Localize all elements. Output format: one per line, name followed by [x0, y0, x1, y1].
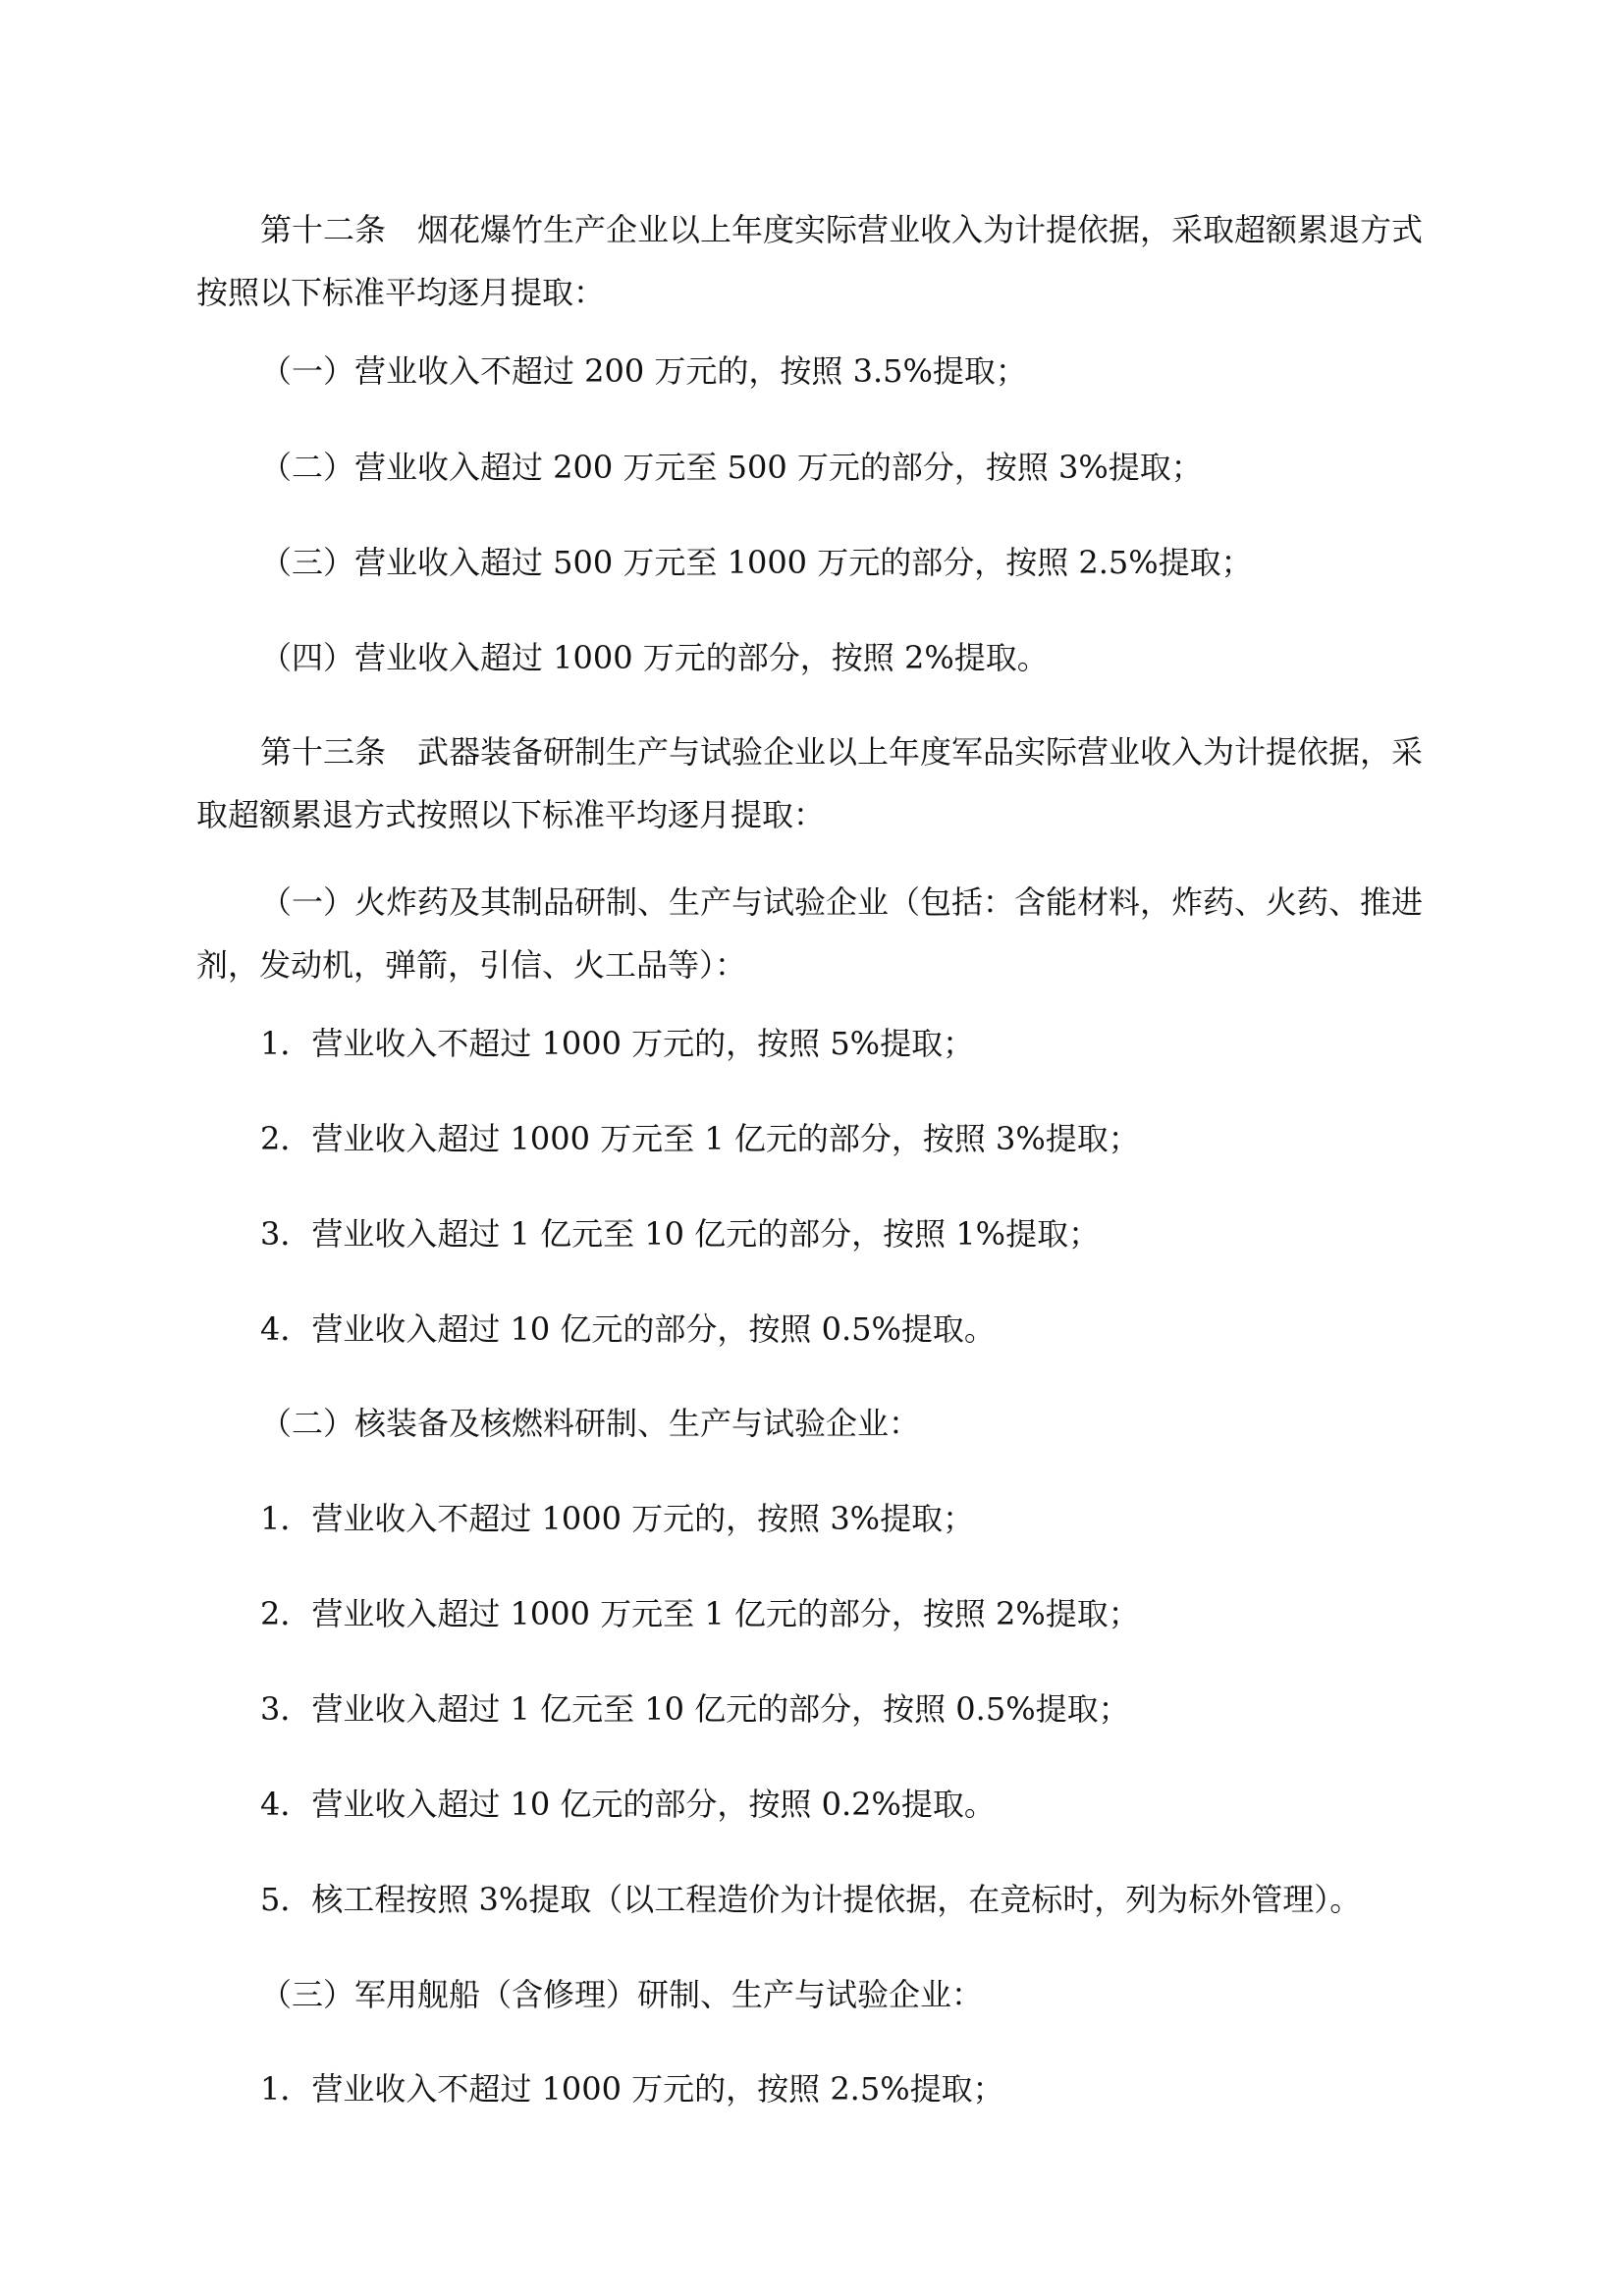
article-13-body: 武器装备研制生产与试验企业以上年度军品实际营业收入为计提依据，采取超额累退方式按照以下标准平均逐月提取：	[196, 733, 1424, 833]
article-12-heading: 第十二条	[260, 211, 387, 248]
article-13-section-3-title: （三）军用舰船（含修理）研制、生产与试验企业：	[260, 1976, 984, 2013]
article-12-item-4: （四）营业收入超过 1000 万元的部分，按照 2%提取。	[260, 639, 1049, 676]
section-1-item-3: 3．营业收入超过 1 亿元至 10 亿元的部分，按照 1%提取；	[260, 1215, 1101, 1253]
section-2-item-1: 1．营业收入不超过 1000 万元的，按照 3%提取；	[260, 1500, 975, 1537]
article-12-item-2: （二）营业收入超过 200 万元至 500 万元的部分，按照 3%提取；	[260, 449, 1203, 486]
section-2-item-2: 2．营业收入超过 1000 万元至 1 亿元的部分，按照 2%提取；	[260, 1595, 1140, 1632]
section-1-item-4: 4．营业收入超过 10 亿元的部分，按照 0.5%提取。	[260, 1310, 996, 1348]
section-3-item-1: 1．营业收入不超过 1000 万元的，按照 2.5%提取；	[260, 2070, 1004, 2108]
article-13-section-2-title: （二）核装备及核燃料研制、生产与试验企业：	[260, 1405, 921, 1442]
section-1-item-2: 2．营业收入超过 1000 万元至 1 亿元的部分，按照 3%提取；	[260, 1120, 1140, 1157]
article-13-section-1-title: （一）火炸药及其制品研制、生产与试验企业（包括：含能材料，炸药、火药、推进剂，发动机，弹箭，引信、火工品等）：	[196, 883, 1424, 984]
section-2-item-5: 5．核工程按照 3%提取（以工程造价为计提依据，在竞标时，列为标外管理）。	[260, 1881, 1362, 1918]
article-12-paragraph	[196, 198, 1443, 324]
section-2-item-4: 4．营业收入超过 10 亿元的部分，按照 0.2%提取。	[260, 1786, 996, 1823]
article-13-paragraph	[196, 721, 1443, 846]
article-12-item-3: （三）营业收入超过 500 万元至 1000 万元的部分，按照 2.5%提取；	[260, 544, 1253, 581]
article-12-item-1: （一）营业收入不超过 200 万元的，按照 3.5%提取；	[260, 352, 1027, 390]
section-2-item-3: 3．营业收入超过 1 亿元至 10 亿元的部分，按照 0.5%提取；	[260, 1690, 1130, 1728]
article-13-heading: 第十三条	[260, 733, 387, 771]
article-12-body: 烟花爆竹生产企业以上年度实际营业收入为计提依据，采取超额累退方式按照以下标准平均逐月提取：	[196, 211, 1424, 311]
section-1-item-1: 1．营业收入不超过 1000 万元的，按照 5%提取；	[260, 1025, 975, 1062]
